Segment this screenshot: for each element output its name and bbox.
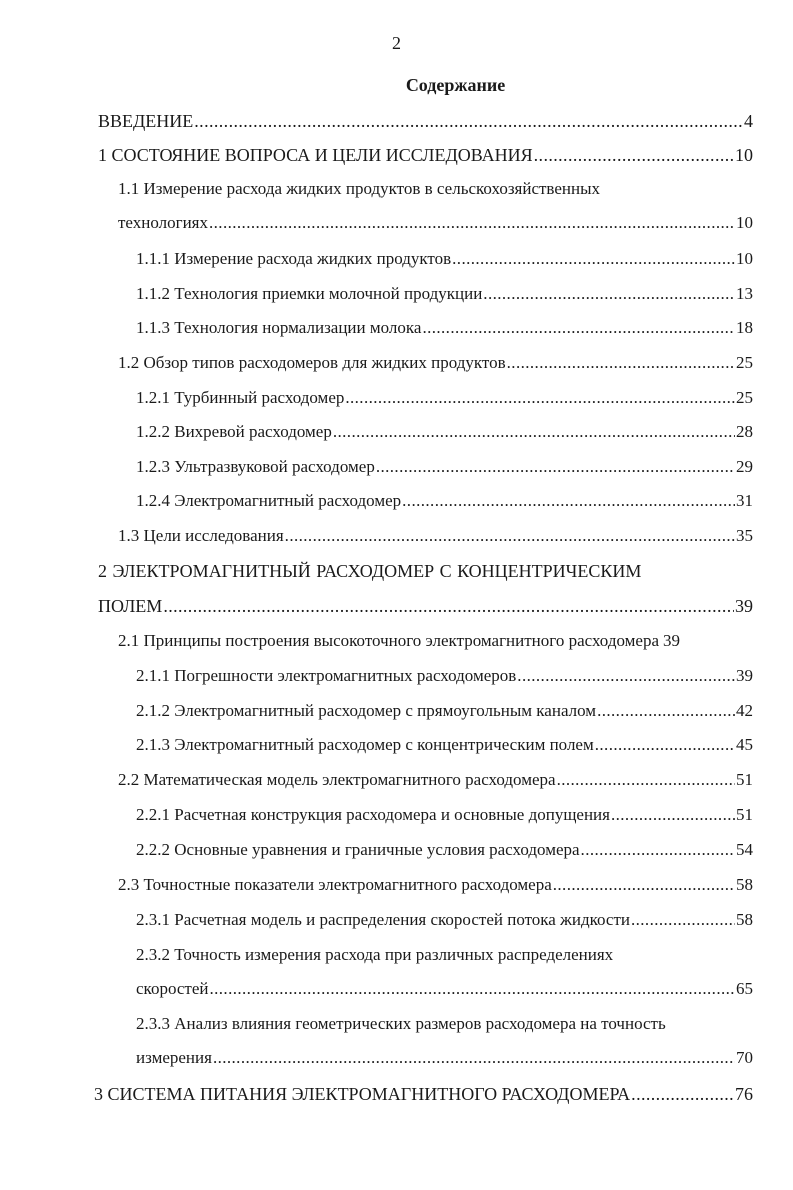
- toc-leader: [209, 978, 735, 1000]
- toc-entry[interactable]: [118, 630, 753, 652]
- toc-entry-text: 1.2.1 Турбинный расходомер: [136, 388, 345, 407]
- toc-leader: [557, 769, 735, 791]
- toc-leader: [452, 248, 735, 270]
- toc-leader: [597, 700, 735, 722]
- toc-entry[interactable]: [136, 248, 753, 270]
- toc-entry-text: 1.1.3 Технология нормализации молока: [136, 318, 422, 337]
- toc-entry-first-line: 1.1 Измерение расхода жидких продуктов в сельскохозяйственных: [118, 179, 601, 198]
- toc-entry-text: 1.1.2 Технология приемки молочной продукции: [136, 284, 483, 303]
- toc-entry-text: скоростей: [136, 979, 209, 998]
- toc-entry-text: технологиях: [118, 213, 208, 232]
- toc-entry[interactable]: [136, 490, 753, 512]
- toc-entry[interactable]: [118, 212, 753, 234]
- toc-entry-page: 45: [736, 735, 753, 754]
- toc-entry[interactable]: [136, 456, 753, 478]
- toc-entry-page: 39: [735, 596, 753, 616]
- toc-leader: [194, 110, 743, 132]
- toc-entry[interactable]: [98, 595, 753, 617]
- toc-entry-text: 1.3 Цели исследования: [118, 526, 284, 545]
- toc-entry[interactable]: [136, 1047, 753, 1069]
- toc-entry[interactable]: [136, 421, 753, 443]
- toc-leader: [422, 317, 735, 339]
- toc-leader: [163, 595, 734, 617]
- toc-entry-first-line: 2 ЭЛЕКТРОМАГНИТНЫЙ РАСХОДОМЕР С КОНЦЕНТРИЧЕСКИМ: [98, 561, 642, 581]
- toc-entry[interactable]: [118, 525, 753, 547]
- toc-entry-text: 1.2.2 Вихревой расходомер: [136, 422, 332, 441]
- toc-entry[interactable]: [98, 144, 753, 166]
- toc-entry[interactable]: [136, 283, 753, 305]
- toc-leader: [517, 665, 735, 687]
- toc-entry-page: 51: [736, 770, 753, 789]
- toc-leader: [213, 1047, 735, 1069]
- toc-leader: [534, 144, 734, 166]
- toc-entry[interactable]: [136, 734, 753, 756]
- toc-entry[interactable]: [118, 352, 753, 374]
- toc-entry-page: 13: [736, 284, 753, 303]
- toc-entry-page: 76: [735, 1084, 753, 1104]
- toc-entry[interactable]: [136, 839, 753, 861]
- toc-entry-page: 35: [736, 526, 753, 545]
- toc-entry-page: 28: [736, 422, 753, 441]
- toc-entry[interactable]: [98, 110, 753, 132]
- toc-entry-text: ПОЛЕМ: [98, 596, 163, 616]
- toc-entry-text: измерения: [136, 1048, 212, 1067]
- toc-entry-page: 51: [736, 805, 753, 824]
- toc-entry-page: 25: [736, 353, 753, 372]
- toc-entry-page: 4: [744, 111, 753, 131]
- toc-entry-page: 58: [736, 910, 753, 929]
- toc-leader: [595, 734, 735, 756]
- toc-entry-text: 2.2.2 Основные уравнения и граничные условия расходомера: [136, 840, 580, 859]
- toc-entry-page: 10: [736, 213, 753, 232]
- toc-entry-page: 54: [736, 840, 753, 859]
- toc-entry-text: 2.1.1 Погрешности электромагнитных расходомеров: [136, 666, 517, 685]
- toc-entry[interactable]: [136, 978, 753, 1000]
- toc-entry[interactable]: [94, 1083, 753, 1105]
- toc-entry-text: 2.1.2 Электромагнитный расходомер с прямоугольным каналом: [136, 701, 597, 720]
- toc-entry-page: 70: [736, 1048, 753, 1067]
- toc-entry-text: 2.3.1 Расчетная модель и распределения скоростей потока жидкости: [136, 910, 630, 929]
- toc-entry-text: 2.1.3 Электромагнитный расходомер с концентрическим полем: [136, 735, 594, 754]
- toc-leader: [402, 490, 735, 512]
- toc-entry-text: 1.2 Обзор типов расходомеров для жидких продуктов: [118, 353, 506, 372]
- toc-entry[interactable]: [136, 665, 753, 687]
- toc-leader: [553, 874, 735, 896]
- toc-entry[interactable]: [136, 909, 753, 931]
- toc-entry-page: 31: [736, 491, 753, 510]
- toc-entry-page: 25: [736, 388, 753, 407]
- toc-entry-text: 1.1.1 Измерение расхода жидких продуктов: [136, 249, 452, 268]
- toc-entry-page: 29: [736, 457, 753, 476]
- toc-entry-first-line: 2.3.3 Анализ влияния геометрических размеров расходомера на точность: [136, 1014, 666, 1033]
- toc-title: Содержание: [405, 75, 506, 95]
- toc-entry[interactable]: [118, 769, 753, 791]
- toc-entry[interactable]: [118, 874, 753, 896]
- toc-entry-page: 42: [736, 701, 753, 720]
- toc-leader: [376, 456, 735, 478]
- toc-leader: [345, 387, 735, 409]
- toc-entry[interactable]: [136, 317, 753, 339]
- toc-entry-text: 2.2 Математическая модель электромагнитного расходомера: [118, 770, 556, 789]
- toc-entry-text: 1 СОСТОЯНИЕ ВОПРОСА И ЦЕЛИ ИССЛЕДОВАНИЯ: [98, 145, 533, 165]
- toc-leader: [631, 1083, 734, 1105]
- toc-leader: [611, 804, 735, 826]
- toc-entry-page: 10: [736, 249, 753, 268]
- toc-entry-text: 2.3 Точностные показатели электромагнитного расходомера: [118, 875, 552, 894]
- toc-leader: [209, 212, 735, 234]
- toc-leader: [507, 352, 735, 374]
- toc-entry-page: 18: [736, 318, 753, 337]
- page-number: 2: [392, 33, 401, 53]
- toc-entry[interactable]: [136, 804, 753, 826]
- toc-leader: [631, 909, 735, 931]
- toc-entry-page: 10: [735, 145, 753, 165]
- toc-entry-page: 39: [663, 631, 680, 650]
- toc-leader: [581, 839, 735, 861]
- toc-entry-text: ВВЕДЕНИЕ: [98, 111, 194, 131]
- toc-entry-text: 3 СИСТЕМА ПИТАНИЯ ЭЛЕКТРОМАГНИТНОГО РАСХОДОМЕРА: [94, 1084, 631, 1104]
- toc-entry-text: 2.1 Принципы построения высокоточного электромагнитного расходомера: [118, 631, 659, 650]
- toc-leader: [333, 421, 735, 443]
- toc-entry-text: 1.2.3 Ультразвуковой расходомер: [136, 457, 375, 476]
- toc-entry-page: 65: [736, 979, 753, 998]
- toc-entry-page: 39: [736, 666, 753, 685]
- toc-entry[interactable]: [136, 387, 753, 409]
- toc-entry-text: 1.2.4 Электромагнитный расходомер: [136, 491, 402, 510]
- toc-leader: [483, 283, 735, 305]
- toc-entry-text: 2.2.1 Расчетная конструкция расходомера и основные допущения: [136, 805, 610, 824]
- toc-leader: [285, 525, 735, 547]
- toc-entry-page: 58: [736, 875, 753, 894]
- toc-entry[interactable]: [136, 700, 753, 722]
- toc-entry-first-line: 2.3.2 Точность измерения расхода при различных распределениях: [136, 945, 614, 964]
